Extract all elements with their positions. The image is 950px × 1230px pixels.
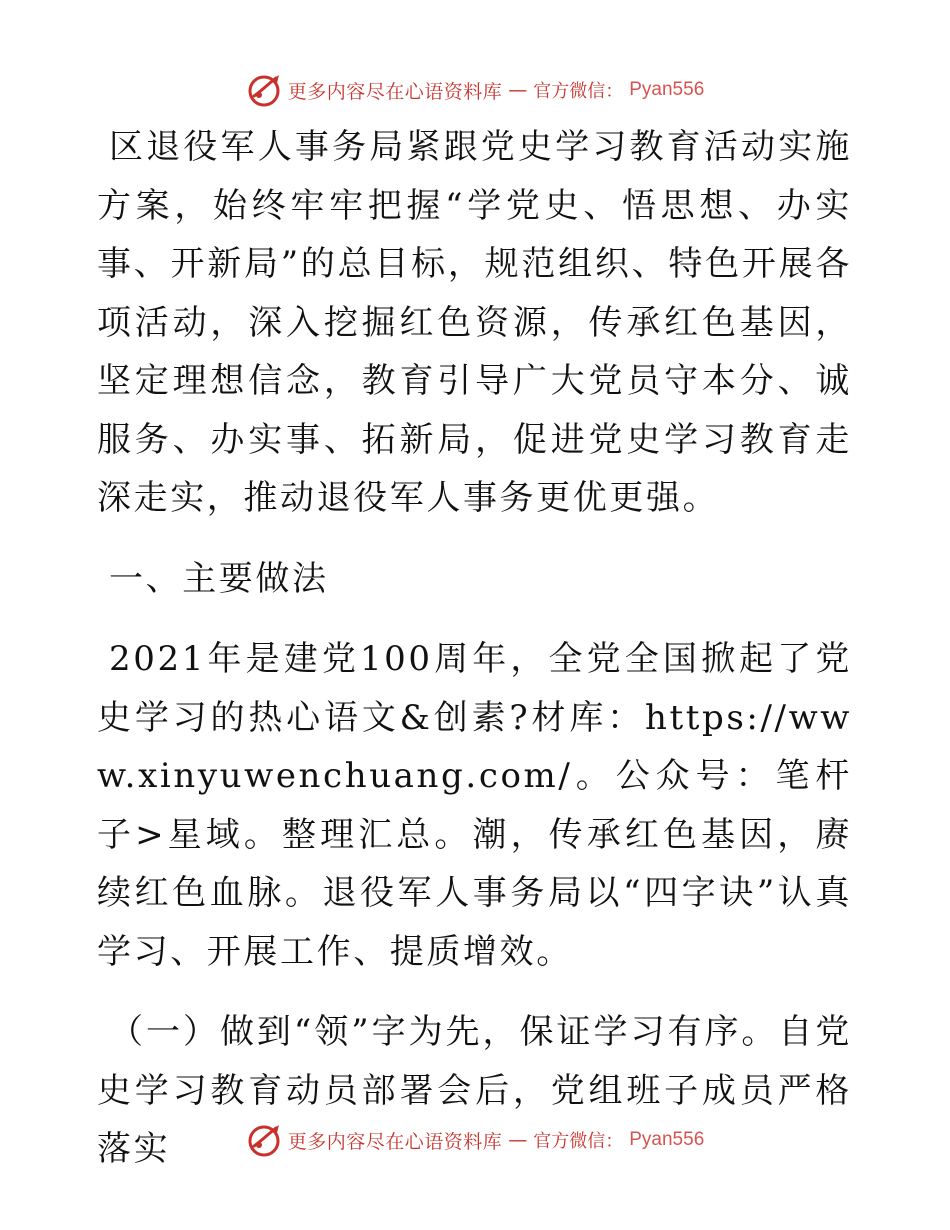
footer-watermark	[0, 1118, 950, 1162]
header-watermark	[0, 68, 950, 112]
watermark-official-label: 官方微信：	[533, 81, 624, 102]
watermark-wechat-id: Pyan556	[629, 79, 705, 100]
brush-logo-icon	[246, 72, 282, 108]
paragraph-background: 2021年是建党100周年，全党全国掀起了党史学习的热心语文&创素?材库：https://www.xinyuwenchuang.com/。公众号：笔杆子>星域。整理汇总。潮，传承红色基因，赓续红色血脉。退役军人事务局以“四字诀”认真学习、开展工作、提质增效。	[97, 639, 852, 972]
section-heading: 一、主要做法	[109, 558, 329, 599]
watermark-brand-text: 更多内容尽在心语资料库	[287, 1130, 503, 1153]
paragraph-intro: 区退役军人事务局紧跟党史学习教育活动实施方案，始终牢牢把握“学党史、悟思想、办实事、开新局”的总目标，规范组织、特色开展各项活动，深入挖掘红色资源，传承红色基因，坚定理想信念，教育引导广大党员守本分、诚服务、办实事、拓新局，促进党史学习教育走深走实，推动退役军人事务更优更强。	[97, 127, 852, 518]
watermark-official-label: 官方微信：	[533, 1131, 624, 1152]
watermark-wechat-id: Pyan556	[629, 1129, 705, 1150]
brush-logo-icon	[246, 1122, 282, 1158]
watermark-separator: —	[508, 1129, 528, 1151]
document-body	[97, 118, 852, 1179]
paragraph-subsection-one: （一）做到“领”字为先，保证学习有序。自党史学习教育动员部署会后，党组班子成员严格落实	[97, 1012, 852, 1169]
watermark-separator: —	[508, 79, 528, 101]
watermark-brand-text: 更多内容尽在心语资料库	[287, 80, 503, 103]
